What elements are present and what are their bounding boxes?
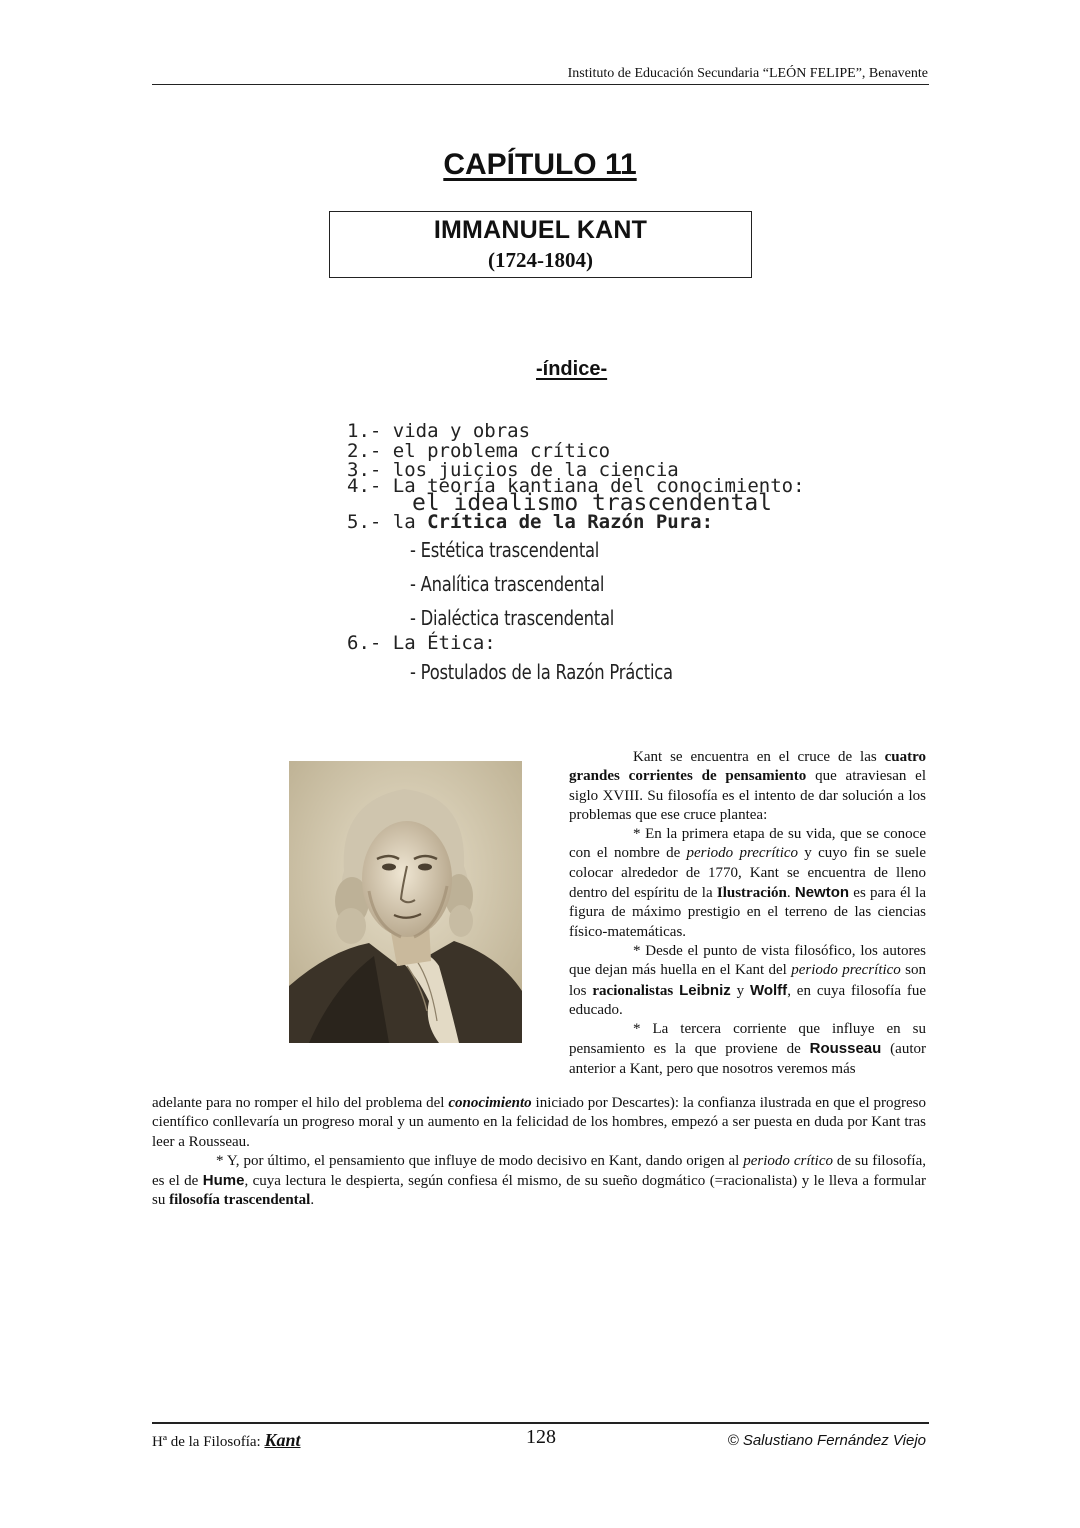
p4-text-2: (autor anterior a Kant, pero que nosotros veremos más (569, 1041, 926, 1077)
p3-and: y (730, 982, 750, 999)
p5-text: * Y, por último, el pensamiento que influye de modo decisivo en Kant, dando origen al (216, 1152, 744, 1169)
p5-text-2: de su filosofía, es el de (152, 1152, 927, 1190)
p4-rousseau: Rousseau (809, 1040, 882, 1058)
p5-bold: filosofía trascendental (169, 1192, 311, 1209)
index-item-5-bold: Crítica de la Razón Pura: (427, 511, 714, 533)
p3-text-2: son los (569, 962, 926, 999)
p2-newton: Newton (794, 884, 850, 902)
paragraph-4-end (152, 1094, 926, 1152)
footer-course-topic: Kant (264, 1430, 301, 1450)
kant-portrait (289, 761, 522, 1043)
p4-text-end: iniciado por Descartes): la confianza ilustrada en que el progreso científico conllevaría un progreso moral y un aumento en la felicidad de los hombres, empezó a ser puesta en duda por Kant tras leer a Rousseau. (152, 1095, 926, 1150)
p3-bold: racionalistas (592, 982, 674, 999)
index-item-5-sub-2: - Analítica trascendental (410, 572, 605, 596)
index-item-6-sub-1: - Postulados de la Razón Práctica (410, 660, 673, 684)
p2-italic: periodo precrítico (686, 845, 799, 862)
p4-text-3: adelante para no romper el hilo del problema del (152, 1095, 449, 1111)
p5-italic: periodo crítico (743, 1152, 833, 1169)
p5-text-3: , cuya lectura le despierta, según confiesa él mismo, de su sueño dogmático (=racionalista) y le lleva a formular su (152, 1173, 926, 1209)
p1-bold: cuatro grandes corrientes de pensamiento (569, 749, 926, 785)
index-item-5-prefix: 5.- la (347, 511, 428, 533)
header-institution: Instituto de Educación Secundaria “LEÓN FELIPE”, Benavente (567, 66, 928, 81)
p5-end: . (310, 1192, 315, 1209)
index-item-5 (347, 513, 713, 532)
author-name: IMMANUEL KANT (433, 216, 648, 244)
p3-wolff: Wolff (749, 981, 788, 999)
author-years: (1724-1804) (488, 248, 593, 272)
intro-column (569, 748, 926, 1079)
header-divider (152, 84, 929, 85)
p1-text-end: que atraviesan el siglo XVIII. Su filosofía es el intento de dar solución a los problemas que ese cruce plantea: (569, 768, 927, 823)
index-item-5-sub-3: - Dialéctica trascendental (410, 606, 615, 630)
index-item-6: 6.- La Ética: (347, 632, 496, 654)
index-item-4: 4.- La teoría kantiana del conocimiento: (347, 475, 805, 497)
index-item-5-sub-1: - Estética trascendental (410, 538, 600, 562)
footer-copyright: © Salustiano Fernández Viejo (727, 1432, 926, 1449)
index-item-1: 1.- vida y obras (347, 420, 531, 442)
index-item-3: 3.- los juicios de la ciencia (347, 459, 679, 481)
footer-course-label: Hª de la Filosofía: (152, 1434, 265, 1450)
p5-hume: Hume (202, 1172, 245, 1190)
paragraph-4-start (569, 1020, 926, 1079)
chapter-title: CAPÍTULO 11 (443, 148, 637, 181)
p1-text: Kant se encuentra en el cruce de las (633, 749, 885, 765)
p3-text-end: , en cuya filosofía fue educado. (569, 982, 926, 1018)
paragraph-3 (569, 942, 926, 1020)
p3-text: * Desde el punto de vista filosófico, los autores que dejan más huella en el Kant del (569, 942, 926, 979)
p3-italic: periodo precrítico (791, 962, 901, 979)
index-heading: -índice- (536, 358, 608, 380)
index-item-4-sub: el idealismo trascendental (412, 490, 773, 516)
continuation-column (152, 1094, 926, 1211)
p3-leibniz: Leibniz (679, 981, 731, 999)
p2-bold-ilustracion: Ilustración (716, 885, 787, 902)
footer-divider (152, 1422, 929, 1424)
title-box (329, 211, 752, 278)
page-number: 128 (526, 1426, 556, 1448)
paragraph-5 (152, 1152, 926, 1211)
p2-text-2: y cuyo fin se suele colocar alrededor de 1770, Kant se encuentra de lleno dentro del espíritu de la (569, 845, 926, 902)
p4-conocimiento: conocimiento (448, 1095, 532, 1111)
p2-text-end: es para él la figura de máximo prestigio en el terreno de las ciencias físico-matemáticas. (569, 885, 926, 940)
p2-text: * En la primera etapa de su vida, que se conoce con el nombre de (569, 826, 926, 862)
index-item-2: 2.- el problema crítico (347, 440, 611, 462)
paragraph-2 (569, 825, 926, 942)
p4-text: * La tercera corriente que influye en su pensamiento es la que proviene de (569, 1021, 926, 1058)
p2-sep: . (786, 885, 795, 902)
footer-course (152, 1430, 301, 1451)
paragraph-1 (569, 748, 926, 825)
